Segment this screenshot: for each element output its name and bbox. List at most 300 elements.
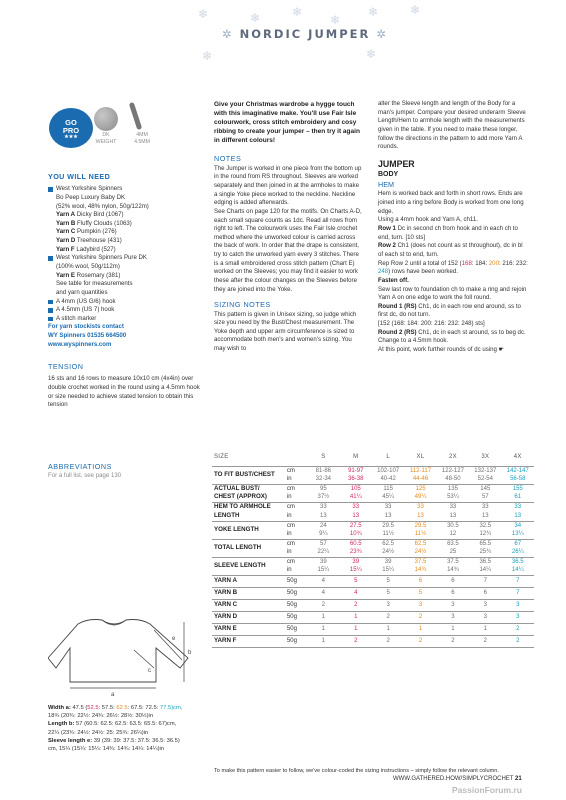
table-cell: 2	[437, 635, 469, 647]
table-cell: 105	[340, 484, 372, 493]
unit-cm: cm	[285, 466, 307, 475]
bullet-square-icon	[48, 256, 53, 261]
row-label-line: HEM TO ARMHOLE	[214, 503, 271, 511]
measure-value: 22¼ (23¾: 24½: 24½: 25: 25¾: 26¼)in	[48, 729, 149, 736]
table-cell: 2	[502, 623, 535, 635]
measure-value: 77.5)cm,	[159, 705, 183, 711]
table-cell: 125	[404, 484, 436, 493]
tension-section	[48, 362, 200, 410]
list-item	[48, 211, 200, 220]
badge-line1: GO	[65, 118, 77, 127]
row-label	[212, 521, 285, 539]
table-cell: 2	[404, 611, 436, 623]
table-cell: 60.5	[340, 539, 372, 548]
title-text: NORDIC JUMPER	[239, 27, 371, 41]
instruction-row	[378, 346, 528, 355]
row-label	[212, 557, 285, 575]
table-cell: 4	[340, 587, 372, 599]
table-cell: 39	[372, 557, 404, 566]
snowflake-icon: ❄	[250, 11, 261, 25]
item-text: West Yorkshire Spinners	[56, 185, 123, 193]
snowflake-icon: ❄	[368, 5, 379, 19]
icon-caption-line: 4.5MM	[134, 138, 150, 145]
table-cell: 39	[340, 557, 372, 566]
notes-paragraph: See Charts on page 120 for the motifs. On Charts A-D, each small square counts as 1dc. Read all rows from right to left. The colourwork uses the Fair Isle crochet method where the unworked colour is carried across the back of work. In order that the drape is consistent, try to catch the unworked yarn every 3 stitches. There is a small embroidered cross stitch pattern (Chart E) worked on the Sleeves; you may find it easier to work these after the colour changes on the Sleeves before they are joined into the Yoke.	[214, 207, 362, 293]
table-cell: 3	[404, 599, 436, 611]
table-cell: 23¾	[349, 549, 362, 556]
table-cell: 48-50	[445, 476, 461, 483]
table-cell: 62.5	[372, 539, 404, 548]
table-cell: 13	[481, 513, 489, 520]
tension-text: 16 sts and 16 rows to measure 10x10 cm (4x4in) over double crochet worked in the round using a 4.5mm hook or size needed to achieve stated tension to obtain this tension	[48, 375, 200, 409]
table-cell: 1	[404, 623, 436, 635]
yarn-row-label: YARN B	[212, 587, 285, 599]
row-label-line: CHEST (APPROX)	[214, 493, 267, 501]
table-cell: 2	[340, 599, 372, 611]
size-column-header: 2X	[448, 454, 457, 461]
table-cell: 14¾	[447, 567, 459, 574]
row-label: Round 1 (RS)	[378, 302, 417, 310]
unit-weight: 50g	[285, 587, 307, 599]
table-cell: 34	[502, 521, 535, 530]
instruction-row: Rep Row 2 until a total of 152 (168: 184: 200: 216: 232: 248) rows have been worked.	[378, 259, 528, 276]
row-text: At this point, work further rounds of dc using	[378, 346, 497, 354]
table-cell: 12¾	[479, 531, 492, 538]
yarn-row-label: YARN E	[212, 623, 285, 635]
row-count: 216	[502, 259, 513, 267]
table-cell: 45¼	[382, 494, 394, 501]
unit-cm: cm	[285, 503, 307, 512]
table-cell: 14¼	[479, 567, 492, 574]
row-label-line: YOKE LENGTH	[214, 525, 259, 533]
table-cell: 6	[469, 587, 501, 599]
table-cell: 81-86	[307, 466, 339, 475]
unit-in: in	[286, 549, 292, 556]
table-cell: 9¼	[319, 531, 328, 538]
table-cell: 25¾	[479, 549, 492, 556]
yarn-label: Yarn E	[56, 271, 75, 279]
row-label-line: TO FIT BUST/CHEST	[214, 470, 275, 478]
instruction-row	[378, 225, 528, 242]
yarn-label: Yarn A	[56, 211, 76, 219]
table-cell: 33	[404, 503, 436, 512]
table-cell: 33	[372, 503, 404, 512]
page-number: 21	[515, 776, 522, 782]
snowflake-icon: ❄	[330, 13, 341, 27]
icon-caption-line: DK	[102, 132, 110, 138]
table-cell: 61	[514, 494, 522, 501]
yarn-label: Yarn F	[56, 245, 75, 253]
row-label: Row 2	[378, 242, 396, 250]
page-title	[222, 26, 388, 42]
item-text: West Yorkshire Spinners Pure DK	[56, 254, 147, 262]
table-cell: 1	[307, 623, 339, 635]
table-cell: 1	[307, 611, 339, 623]
jumper-diagram	[48, 616, 200, 696]
table-cell: 12	[449, 531, 457, 538]
intro-section	[214, 100, 364, 354]
table-cell: 25	[449, 549, 457, 556]
unit-cm: cm	[285, 539, 307, 548]
yarn-row-label: YARN F	[212, 635, 285, 647]
table-row	[212, 503, 534, 512]
section-heading: JUMPER	[378, 158, 415, 169]
snowflake-icon: ❄	[410, 3, 421, 17]
table-cell: 142-147	[502, 466, 535, 475]
unit-in: in	[286, 476, 292, 483]
measure-value: 72.5	[145, 705, 157, 711]
yarn-value: Treehouse (431)	[76, 237, 122, 245]
table-cell: 11½	[382, 531, 394, 538]
table-cell: 15¼	[317, 567, 330, 574]
measure-label: Length b:	[48, 721, 75, 728]
table-cell: 115	[372, 484, 404, 493]
table-cell: 24	[307, 521, 339, 530]
yarn-row-label: YARN A	[212, 575, 285, 587]
watermark-text: PassionForum.ru	[452, 785, 522, 795]
table-cell: 14¾	[414, 567, 427, 574]
row-count: 232	[515, 259, 527, 267]
yarn-ball-icon	[94, 107, 118, 131]
row-label	[212, 539, 285, 557]
section-heading: YOU WILL NEED	[48, 172, 111, 181]
table-cell: 1	[307, 635, 339, 647]
instruction-row	[378, 303, 528, 320]
table-cell: 5	[372, 575, 404, 587]
row-text: Ch1, dc in each row end around, ss to first dc, do not turn.	[378, 302, 521, 319]
size-header-label: SIZE	[214, 454, 229, 461]
snowflake-icon: ❄	[292, 5, 303, 19]
table-cell: 2	[469, 635, 501, 647]
list-item	[48, 246, 200, 255]
yarn-value: Ladybird (527)	[76, 245, 116, 253]
diagram-label-c: c	[148, 668, 151, 674]
unit-in: in	[286, 494, 292, 501]
table-cell: 24½	[414, 549, 427, 556]
page-footer	[393, 775, 522, 784]
table-cell: 40-42	[380, 476, 396, 483]
table-cell: 63.5	[437, 539, 469, 548]
table-cell: 102-107	[372, 466, 404, 475]
table-row	[212, 484, 534, 493]
unit-cm: cm	[285, 521, 307, 530]
row-label: Row 1	[378, 225, 396, 233]
list-item	[48, 220, 200, 229]
footer-site[interactable]: WWW.GATHERED.HOW/SIMPLYCROCHET	[393, 776, 514, 782]
table-cell: 4	[307, 575, 339, 587]
table-cell: 112-117	[404, 466, 436, 475]
table-cell: 36.5	[469, 557, 501, 566]
yarn-value: Pumpkin (276)	[77, 228, 117, 236]
list-item	[48, 185, 200, 194]
table-cell: 41¼	[349, 494, 362, 501]
table-cell: 15¼	[349, 567, 362, 574]
footer-note: To make this pattern easier to follow, we've colour-coded the sizing instructions – simply follow the relevant column.	[214, 768, 499, 774]
table-cell: 15¼	[382, 567, 394, 574]
table-cell: 52-54	[477, 476, 493, 483]
table-cell: 33	[502, 503, 535, 512]
instruction-text: Change to a 4.5mm hook.	[378, 337, 449, 345]
measure-value: 47.5 (	[72, 705, 88, 711]
row-count: 168	[461, 259, 472, 267]
snowflake-icon: ❄	[202, 49, 213, 63]
bullet-square-icon	[48, 308, 53, 313]
table-cell: 65.5	[469, 539, 501, 548]
list-item	[48, 228, 200, 237]
measure-value: 18¾ (20¾: 22½: 24¾: 26½: 28½: 30½)in	[48, 713, 154, 720]
row-text: Rep Row 2 until a total of 152 (	[378, 259, 462, 267]
table-cell: 37.5	[404, 557, 436, 566]
table-cell: 33	[340, 503, 372, 512]
width-measure: Width a: 47.5 (52.5: 57.5: 62.5: 67.5: 72.5: 77.5)cm,	[48, 705, 183, 711]
jumper-outline	[48, 620, 188, 683]
table-cell: 57	[307, 539, 339, 548]
table-cell: 3	[502, 599, 535, 611]
table-cell: 1	[469, 623, 501, 635]
table-cell: 30.5	[437, 521, 469, 530]
table-cell: 39	[307, 557, 339, 566]
skill-badge	[49, 108, 93, 148]
badge-stars: ★★★	[64, 133, 78, 140]
row-label	[212, 503, 285, 522]
table-cell: 13	[384, 513, 392, 520]
table-cell: 33	[469, 503, 501, 512]
table-cell: 155	[502, 484, 535, 493]
table-cell: 13	[514, 513, 522, 520]
table-cell: 13	[352, 513, 360, 520]
table-cell: 6	[437, 587, 469, 599]
diagram-label-a: a	[111, 692, 115, 696]
table-cell: 122-127	[437, 466, 469, 475]
table-cell: 1	[340, 611, 372, 623]
badge-line2: PRO	[62, 125, 80, 135]
table-row	[212, 557, 534, 566]
section-heading: SIZING NOTES	[214, 300, 271, 310]
table-cell: 29.5	[404, 521, 436, 530]
yarn-row-label: YARN D	[212, 611, 285, 623]
snowflake-icon: ✲	[370, 27, 389, 41]
table-cell: 3	[372, 599, 404, 611]
table-bottom-rule	[212, 647, 534, 648]
table-cell: 10¾	[349, 531, 362, 538]
size-column-header: 4X	[513, 454, 522, 461]
row-count: 248	[378, 268, 389, 276]
stockists-link[interactable]: www.wyspinners.com	[48, 340, 112, 348]
table-cell: 49¼	[414, 494, 427, 501]
page-header	[0, 0, 566, 78]
yarn-value: Fluffy Clouds (1063)	[77, 219, 132, 227]
table-cell: 5	[340, 575, 372, 587]
measure-value: 62.5	[116, 705, 128, 711]
notes-paragraph: The Jumper is worked in one piece from the bottom up in the round from RS throughout. Sleeves are worked separately and then joined in at the armholes to make a single Yoke piece worked to the neckline. Neckline edging is added afterwards.	[214, 164, 362, 207]
table-cell: 26¼	[511, 549, 524, 556]
yarn-row	[212, 587, 534, 599]
table-cell: 22¼	[317, 549, 330, 556]
snowflake-icon: ❄	[366, 47, 377, 61]
measure-value: 39 (39: 39: 37.5: 37.5: 36.5: 36.5)	[93, 737, 180, 744]
yarn-row	[212, 611, 534, 623]
row-label-line: SLEEVE LENGTH	[214, 561, 266, 569]
row-text: Dc in second ch from hook and in each ch to end, turn. [10 sts]	[378, 225, 518, 241]
measure-label: Width a:	[48, 705, 71, 711]
fasten-off-text: Fasten off.	[378, 276, 409, 284]
instruction-row	[378, 329, 528, 338]
table-cell: 29.5	[372, 521, 404, 530]
measure-value: 57.5	[101, 705, 114, 711]
table-cell: 14¼	[511, 567, 524, 574]
table-cell: 37.5	[437, 557, 469, 566]
measure-value: 52.5	[87, 705, 99, 711]
yarn-row	[212, 575, 534, 587]
item-text: Bo Peep Luxury Baby DK	[56, 193, 126, 201]
section-heading: TENSION	[48, 362, 84, 371]
crochet-hook-icon	[129, 102, 142, 130]
size-column-header: M	[353, 454, 359, 461]
table-cell: 6	[437, 575, 469, 587]
table-cell: 37½	[317, 494, 330, 501]
diagram-label-b: b	[188, 650, 192, 656]
bullet-square-icon	[48, 317, 53, 322]
yarn-row	[212, 635, 534, 647]
table-cell: 7	[502, 575, 535, 587]
table-cell: 1	[372, 623, 404, 635]
section-heading: NOTES	[214, 154, 242, 164]
table-cell: 1	[340, 623, 372, 635]
diagram-measurements	[48, 704, 200, 753]
size-column-header: 3X	[481, 454, 490, 461]
table-cell: 3	[437, 611, 469, 623]
row-text: Ch1, dc in each st around, ss to beg dc.	[418, 328, 526, 336]
size-header-row	[212, 450, 534, 466]
yarn-weight-caption	[88, 132, 124, 146]
subsection-heading: BODY	[378, 171, 399, 179]
item-text: See table for measurements	[56, 280, 133, 288]
continue-arrow-icon: ☛	[498, 346, 505, 354]
hook-size-caption	[124, 132, 160, 146]
table-cell: 91-97	[340, 466, 372, 475]
unit-in: in	[286, 531, 292, 538]
list-item	[48, 254, 200, 263]
instruction-text: Sew last row to foundation ch to make a ring and rejoin Yarn A on one edge to work the foll round.	[378, 285, 527, 302]
pattern-instructions	[378, 100, 528, 355]
row-label-line: ACTUAL BUST/	[214, 484, 260, 492]
table-cell: 6	[404, 575, 436, 587]
item-text: A stitch marker	[56, 314, 97, 322]
size-column-header: XL	[416, 454, 425, 461]
item-text: (52% wool, 48% nylon, 50g/122m)	[56, 202, 149, 210]
abbreviations-section	[48, 462, 200, 481]
unit-in: in	[286, 513, 292, 520]
item-text: A 4.5mm (US 7) hook	[56, 306, 115, 314]
table-cell: 56-58	[510, 476, 526, 483]
yarn-label: Yarn D	[56, 237, 76, 245]
table-cell: 5	[372, 587, 404, 599]
table-cell: 3	[469, 599, 501, 611]
subsection-heading: HEM	[378, 180, 394, 190]
table-cell: 13	[449, 513, 457, 520]
table-cell: 36.5	[502, 557, 535, 566]
stitch-counts: [152 (168: 184: 200: 216: 232: 248) sts]	[378, 320, 485, 328]
yarn-label: Yarn C	[56, 228, 76, 236]
you-will-need-section	[48, 172, 200, 349]
bullet-square-icon	[48, 300, 53, 305]
table-cell: 67	[502, 539, 535, 548]
item-text: and yarn quantities	[56, 288, 108, 296]
snowflake-icon: ❄	[198, 7, 209, 21]
length-measure	[48, 720, 200, 728]
unit-in: in	[286, 567, 292, 574]
item-text: A 4mm (US G/6) hook	[56, 297, 116, 305]
sizing-notes-text: This pattern is given in Unisex sizing, so judge which size you need by the Bust/Chest measurement. The Yoke depth and upper arm circumference is sized to accommodate both men's and women's sizing. You may wish to	[214, 310, 357, 353]
list-item	[48, 306, 200, 315]
table-cell: 132-137	[469, 466, 501, 475]
bullet-square-icon	[48, 187, 53, 192]
table-cell: 2	[404, 635, 436, 647]
table-cell: 2	[340, 635, 372, 647]
table-cell: 95	[307, 484, 339, 493]
icon-caption-line: 4MM	[136, 132, 148, 138]
measure-label: Sleeve length e:	[48, 737, 93, 744]
unit-weight: 50g	[285, 623, 307, 635]
abbreviations-text: For a full list, see page 130	[48, 472, 122, 480]
instruction-text: Hem is worked back and forth in short rows. Ends are joined into a ring before Body is worked from one long edge.	[378, 190, 524, 215]
measure-value: 67.5	[130, 705, 143, 711]
yarn-value: Dicky Bird (1067)	[76, 211, 124, 219]
table-cell: 32.5	[469, 521, 501, 530]
table-cell: 11½	[414, 531, 427, 538]
row-label-line: LENGTH	[214, 511, 240, 519]
list-item	[48, 272, 200, 281]
size-table	[212, 450, 534, 648]
icon-caption-line: WEIGHT	[95, 138, 117, 145]
yarn-label: Yarn B	[56, 219, 76, 227]
item-text: (100% wool, 50g/112m)	[56, 262, 120, 270]
sleeve-measure	[48, 737, 200, 745]
unit-cm: cm	[285, 484, 307, 493]
row-count: 184	[475, 259, 486, 267]
table-row	[212, 521, 534, 530]
table-cell: 3	[469, 611, 501, 623]
table-cell: 1	[437, 623, 469, 635]
measure-value: 57 (60.5: 62.5: 62.5: 63.5: 65.5: 67)cm,	[76, 721, 177, 728]
table-cell: 2	[372, 611, 404, 623]
list-item	[48, 315, 200, 324]
table-cell: 145	[469, 484, 501, 493]
table-cell: 3	[437, 599, 469, 611]
section-heading: ABBREVIATIONS	[48, 462, 112, 471]
rule-cell	[212, 647, 534, 648]
instruction-row	[378, 242, 528, 259]
yarn-row-label: YARN C	[212, 599, 285, 611]
table-cell: 7	[502, 587, 535, 599]
table-cell: 5	[404, 587, 436, 599]
size-column-header: L	[386, 454, 390, 461]
table-cell: 13¼	[511, 531, 524, 538]
yarn-row	[212, 623, 534, 635]
intro-text: Give your Christmas wardrobe a hygge touch with this imaginative make. You'll use Fair Isle colourwork, cross stitch embroidery and cosy ribbing to create your jumper – then try it again in different colours!	[214, 101, 360, 145]
unit-weight: 50g	[285, 611, 307, 623]
row-text: ) rows have been worked.	[388, 268, 458, 276]
size-column-header: S	[321, 454, 326, 461]
unit-weight: 50g	[285, 599, 307, 611]
table-cell: 7	[469, 575, 501, 587]
table-cell: 57	[481, 494, 489, 501]
table-row	[212, 466, 534, 475]
instruction-text: Using a 4mm hook and Yarn A, ch11.	[378, 216, 478, 224]
table-cell: 3	[502, 611, 535, 623]
row-label: Round 2 (RS)	[378, 328, 417, 336]
table-cell: 2	[372, 635, 404, 647]
